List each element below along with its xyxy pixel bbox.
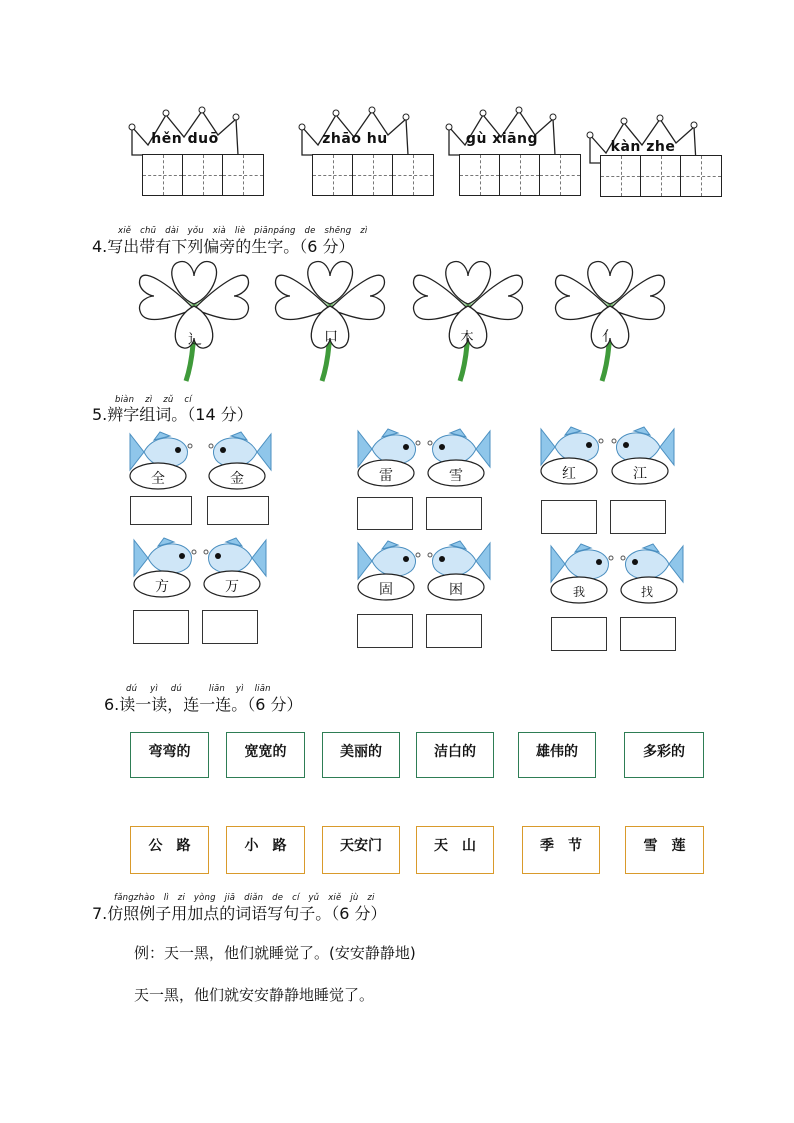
pinyin: dú (126, 684, 138, 694)
match-top-3[interactable]: 美丽的 (322, 732, 400, 778)
radical-label: 木 (460, 330, 474, 345)
match-bottom-5[interactable]: 季 节 (522, 826, 600, 874)
match-bottom-4[interactable]: 天 山 (416, 826, 494, 874)
crown-item-3 (443, 105, 561, 197)
char-label: 雷 (379, 468, 393, 484)
answer-box[interactable] (130, 496, 192, 525)
match-top-2[interactable]: 宽宽的 (226, 732, 305, 778)
pinyin: shēng (324, 226, 352, 236)
pinyin: yǔ (308, 893, 320, 903)
char-label: 金 (230, 471, 244, 487)
pinyin: cí (184, 395, 192, 405)
pinyin: xià (212, 226, 226, 236)
answer-box[interactable] (357, 497, 413, 530)
q5-title: 5.辨字组词。（14 分） (92, 405, 253, 424)
match-bottom-6[interactable]: 雪 莲 (625, 826, 704, 874)
pinyin: cí (292, 893, 300, 903)
radical-label: 口 (324, 329, 338, 345)
fish-6 (608, 425, 678, 485)
pinyin: zi (177, 893, 186, 903)
pinyin: yì (150, 684, 158, 694)
tianzige-grid[interactable] (312, 154, 434, 196)
match-top-5[interactable]: 雄伟的 (518, 732, 596, 778)
answer-box[interactable] (620, 617, 676, 651)
char-label: 红 (562, 466, 576, 482)
answer-box[interactable] (207, 496, 269, 525)
answer-box[interactable] (610, 500, 666, 534)
answer-box[interactable] (357, 614, 413, 648)
crown-item-1 (126, 105, 244, 197)
fish-1 (126, 430, 196, 490)
clover-icon (134, 256, 254, 386)
tianzige-grid[interactable] (459, 154, 581, 196)
fish-10 (424, 539, 494, 599)
pinyin: jiā (224, 893, 236, 903)
match-bottom-2[interactable]: 小 路 (226, 826, 305, 874)
clover-3 (408, 256, 528, 386)
pinyin: jù (350, 893, 359, 903)
answer-box[interactable] (551, 617, 607, 651)
char-label: 我 (572, 585, 585, 599)
crown-pinyin: gù xiāng (465, 131, 539, 147)
pinyin: liān (254, 684, 271, 694)
tianzige-grid[interactable] (142, 154, 264, 196)
tianzige-grid[interactable] (600, 155, 722, 197)
pinyin: yì (235, 684, 244, 694)
answer-box[interactable] (426, 614, 482, 648)
pinyin: de (272, 893, 284, 903)
fish-9 (354, 539, 424, 599)
char-label: 全 (151, 471, 165, 487)
pinyin: xiě (118, 226, 132, 236)
clover-icon (550, 256, 670, 386)
fish-7 (130, 536, 200, 596)
pinyin: piānpáng (254, 226, 296, 236)
char-label: 方 (155, 579, 169, 595)
clover-2 (270, 256, 390, 386)
pinyin: fǎngzhào (114, 893, 155, 903)
pinyin: zì (360, 226, 368, 236)
char-label: 雪 (449, 468, 463, 484)
match-top-4[interactable]: 洁白的 (416, 732, 494, 778)
char-label: 固 (379, 582, 393, 598)
fish-8 (200, 536, 270, 596)
fish-4 (424, 427, 494, 487)
char-label: 万 (225, 579, 239, 595)
fish-12 (617, 542, 687, 602)
radical-label: 辶 (188, 332, 202, 348)
q4-title: 4.写出带有下列偏旁的生字。（6 分） (92, 237, 355, 256)
char-label: 江 (633, 466, 647, 482)
pinyin: lì (163, 893, 169, 903)
q7-answer-sentence[interactable]: 天一黑，他们就安安静静地睡觉了。 (134, 986, 375, 1004)
q7-example: 例：天一黑，他们就睡觉了。(安安静静地) (134, 944, 416, 962)
pinyin: dú (170, 684, 182, 694)
radical-label: 亻 (602, 329, 616, 345)
pinyin: biàn (115, 395, 135, 405)
answer-box[interactable] (541, 500, 597, 534)
clover-icon (408, 256, 528, 386)
answer-box[interactable] (426, 497, 482, 530)
fish-5 (537, 425, 607, 485)
char-label: 困 (449, 582, 463, 598)
fish-3 (354, 427, 424, 487)
clover-icon (270, 256, 390, 386)
pinyin: zì (145, 395, 153, 405)
fish-11 (547, 542, 617, 602)
pinyin: de (304, 226, 316, 236)
pinyin: zǔ (163, 395, 174, 405)
pinyin: yǒu (187, 226, 204, 236)
pinyin: chū (140, 226, 157, 236)
pinyin: zi (367, 893, 375, 903)
crown-pinyin: kàn zhe (610, 139, 676, 155)
pinyin: xiě (328, 893, 342, 903)
crown-pinyin: hěn duō (151, 131, 219, 147)
pinyin: liè (234, 226, 246, 236)
clover-4 (550, 256, 670, 386)
pinyin: yòng (193, 893, 216, 903)
pinyin: diǎn (244, 893, 264, 903)
crown-item-4 (584, 113, 702, 205)
pinyin: liān (208, 684, 226, 694)
match-bottom-3[interactable]: 天安门 (322, 826, 400, 874)
match-top-1[interactable]: 弯弯的 (130, 732, 209, 778)
match-bottom-1[interactable]: 公 路 (130, 826, 209, 874)
answer-box[interactable] (202, 610, 258, 644)
q6-title: 6.读一读，连一连。（6 分） (104, 695, 303, 714)
pinyin: dài (165, 226, 179, 236)
crown-item-2 (296, 105, 414, 197)
fish-2 (205, 430, 275, 490)
clover-1 (134, 256, 254, 386)
q7-title: 7.仿照例子用加点的词语写句子。（6 分） (92, 904, 387, 923)
crown-pinyin: zhāo hu (322, 131, 388, 147)
match-top-6[interactable]: 多彩的 (624, 732, 704, 778)
char-label: 找 (640, 585, 653, 599)
answer-box[interactable] (133, 610, 189, 644)
